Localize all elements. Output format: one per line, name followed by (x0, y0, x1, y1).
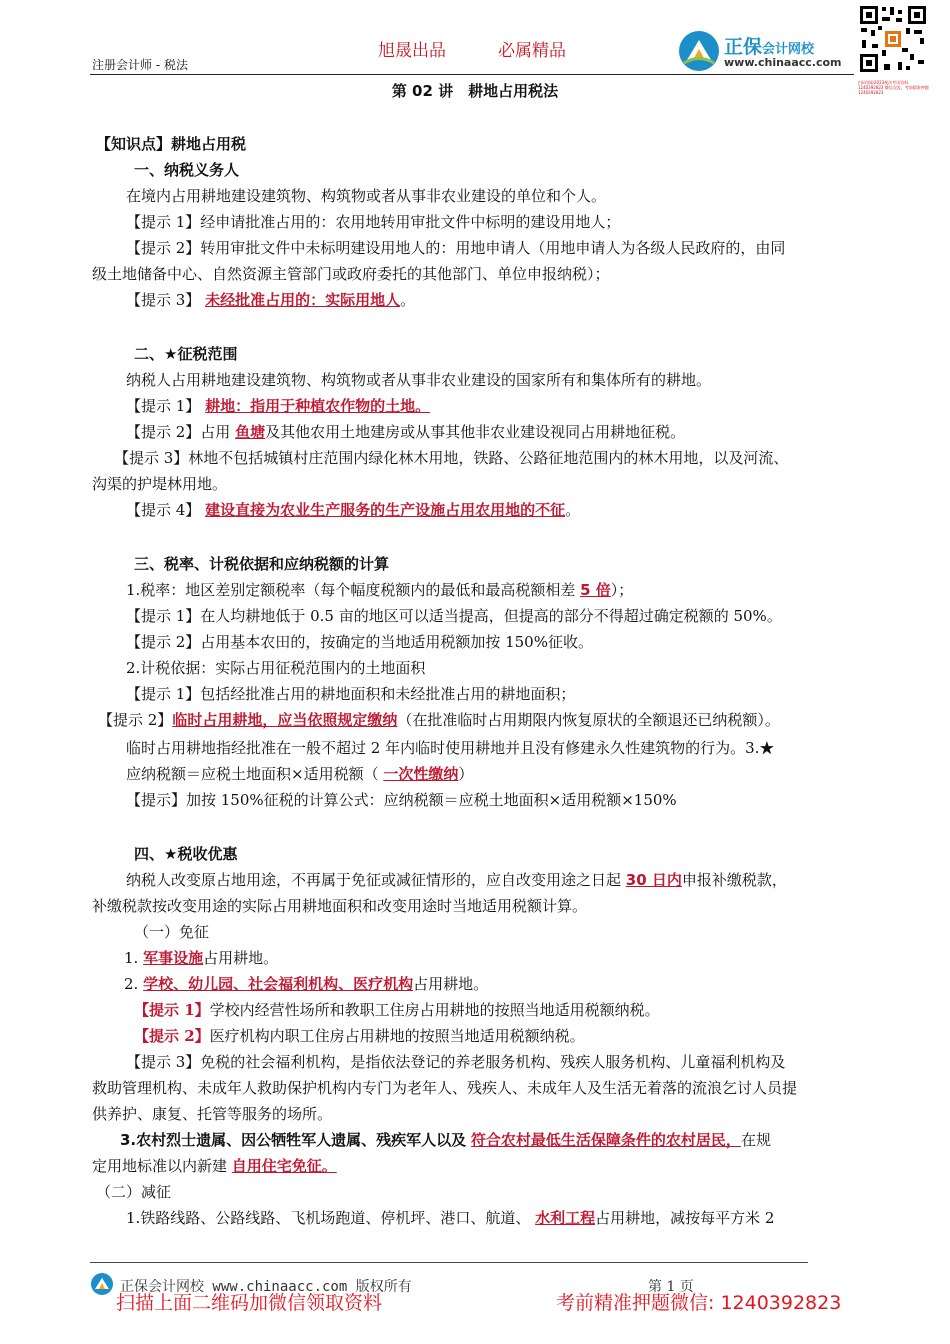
highlight-text: 鱼塘 (235, 423, 266, 441)
paragraph: 临时占用耕地指经批准在一般不超过 2 年内临时使用耕地并且没有修建永久性建筑物的行为。3.★ (126, 739, 775, 757)
paragraph: 应纳税额＝应税土地面积×适用税额（ 一次性缴纳） (126, 765, 474, 783)
highlight-text: 30 日内 (625, 871, 682, 889)
highlight-text: 建设直接为农业生产服务的生产设施占用农用地的不征 (205, 501, 566, 519)
brand-name: 正保会计网校 (724, 36, 815, 58)
subsection-reduced: （二）减征 (96, 1183, 172, 1201)
tip: 【提示 1】包括经批准占用的耕地面积和未经批准占用的耕地面积； (126, 685, 576, 703)
tip: 【提示 2】占用 鱼塘及其他农用土地建房或从事其他非农业建设视同占用耕地征税。 (126, 423, 686, 441)
tip-continued: 救助管理机构、未成年人救助保护机构内专门为老年人、残疾人、未成年人及生活无着落的流浪乞讨人员提 (92, 1079, 798, 1097)
qr-caption: 扫码领取2023税法考试资料、1240392823 微信交流，考前精准押题 1240392823 (858, 80, 929, 95)
list-item: 1. 军事设施占用耕地。 (124, 949, 279, 967)
section-3-heading: 三、税率、计税依据和应纳税额的计算 (134, 555, 390, 573)
tip: 【提示 1】在人均耕地低于 0.5 亩的地区可以适当提高，但提高的部分不得超过确定税额的 50%。 (126, 607, 782, 625)
footer-logo-icon (90, 1272, 114, 1296)
brand-logo-icon (678, 30, 720, 72)
paragraph: 1.税率：地区差别定额税率（每个幅度税额内的最低和最高税额相差 5 倍）； (126, 581, 634, 599)
highlight-text: 符合农村最低生活保障条件的农村居民， (470, 1131, 741, 1149)
tip: 【提示 3】 未经批准占用的：实际用地人。 (126, 291, 416, 309)
brand-logo[interactable] (678, 30, 858, 74)
paragraph: 2.计税依据：实际占用征税范围内的土地面积 (126, 659, 426, 677)
promo-qr-text: 扫描上面二维码加微信领取资料 (116, 1292, 383, 1314)
tip: 【提示】加按 150%征税的计算公式：应纳税额＝应税土地面积×适用税额×150% (126, 791, 677, 809)
tip-continued: 沟渠的护堤林用地。 (92, 475, 228, 493)
course-name: 注册会计师 - 税法 (92, 58, 188, 72)
highlight-text: 一次性缴纳 (383, 765, 459, 783)
paragraph: 纳税人占用耕地建设建筑物、构筑物或者从事非农业建设的国家所有和集体所有的耕地。 (126, 371, 712, 389)
list-item-continued: 定用地标准以内新建 自用住宅免征。 (92, 1157, 337, 1175)
paragraph: 纳税人改变原占地用途，不再属于免征或减征情形的，应自改变用途之日起 30 日内申报补缴税款， (126, 871, 787, 889)
highlight-text: 耕地：指用于种植农作物的土地。 (205, 397, 431, 415)
tip-continued: 供养护、康复、托管等服务的场所。 (92, 1105, 333, 1123)
highlight-text: 未经批准占用的：实际用地人 (205, 291, 401, 309)
section-2-heading: 二、★征税范围 (134, 345, 238, 363)
highlight-text: 水利工程 (535, 1209, 596, 1227)
tip: 【提示 1】 耕地：指用于种植农作物的土地。 (126, 397, 431, 415)
header-divider (90, 74, 854, 75)
tip: 【提示 3】林地不包括城镇村庄范围内绿化林木用地，铁路、公路征地范围内的林木用地，以及河流、 (114, 449, 789, 467)
header-slogan-right: 必属精品 (498, 41, 566, 61)
page-number: 第 1 页 (648, 1279, 694, 1295)
tip: 【提示 2】占用基本农田的，按确定的当地适用税额加按 150%征收。 (126, 633, 593, 651)
tip: 【提示 2】临时占用耕地，应当依照规定缴纳（在批准临时占用期限内恢复原状的全额退还已纳税额）。 (98, 711, 780, 729)
highlight-text: 自用住宅免征。 (231, 1157, 337, 1175)
highlight-text: 军事设施 (143, 949, 204, 967)
tip: 【提示 2】转用审批文件中未标明建设用地人的：用地申请人（用地申请人为各级人民政府的，由同 (126, 239, 786, 257)
knowledge-point-heading: 【知识点】耕地占用税 (96, 135, 247, 153)
paragraph: 在境内占用耕地建设建筑物、构筑物或者从事非农业建设的单位和个人。 (126, 187, 607, 205)
section-1-heading: 一、纳税义务人 (134, 161, 240, 179)
tip-continued: 级土地储备中心、自然资源主管部门或政府委托的其他部门、单位申报纳税）； (92, 265, 610, 283)
highlight-text: 学校、幼儿园、社会福利机构、医疗机构 (143, 975, 414, 993)
promo-wechat-text: 考前精准押题微信: 1240392823 (556, 1292, 842, 1314)
qr-code-icon[interactable] (858, 4, 928, 74)
tip: 【提示 3】免税的社会福利机构，是指依法登记的养老服务机构、残疾人服务机构、儿童福利机构及 (126, 1053, 786, 1071)
highlight-text: 临时占用耕地，应当依照规定缴纳 (172, 711, 398, 729)
footer-divider (90, 1262, 808, 1263)
tip: 【提示 2】医疗机构内职工住房占用耕地的按照当地适用税额纳税。 (134, 1027, 585, 1045)
lecture-title: 第 02 讲 耕地占用税法 (391, 82, 559, 100)
subsection-exempt: （一）免征 (134, 923, 210, 941)
list-item: 3.农村烈士遗属、因公牺牲军人遗属、残疾军人以及 符合农村最低生活保障条件的农村居民，在规 (120, 1131, 771, 1149)
tip: 【提示 1】经申请批准占用的：农用地转用审批文件中标明的建设用地人； (126, 213, 621, 231)
paragraph-continued: 补缴税款按改变用途的实际占用耕地面积和改变用途时当地适用税额计算。 (92, 897, 588, 915)
footer-copyright: 正保会计网校 www.chinaacc.com 版权所有 (120, 1279, 412, 1295)
section-4-heading: 四、★税收优惠 (134, 845, 238, 863)
highlight-text: 5 倍 (580, 581, 611, 599)
brand-url: www.chinaacc.com (724, 56, 842, 69)
tip: 【提示 4】 建设直接为农业生产服务的生产设施占用农用地的不征。 (126, 501, 581, 519)
header-slogan-left: 旭晟出品 (378, 41, 446, 61)
list-item: 2. 学校、幼儿园、社会福利机构、医疗机构占用耕地。 (124, 975, 489, 993)
list-item: 1.铁路线路、公路线路、飞机场跑道、停机坪、港口、航道、 水利工程占用耕地，减按每平方米 2 (126, 1209, 775, 1227)
tip: 【提示 1】学校内经营性场所和教职工住房占用耕地的按照当地适用税额纳税。 (134, 1001, 660, 1019)
